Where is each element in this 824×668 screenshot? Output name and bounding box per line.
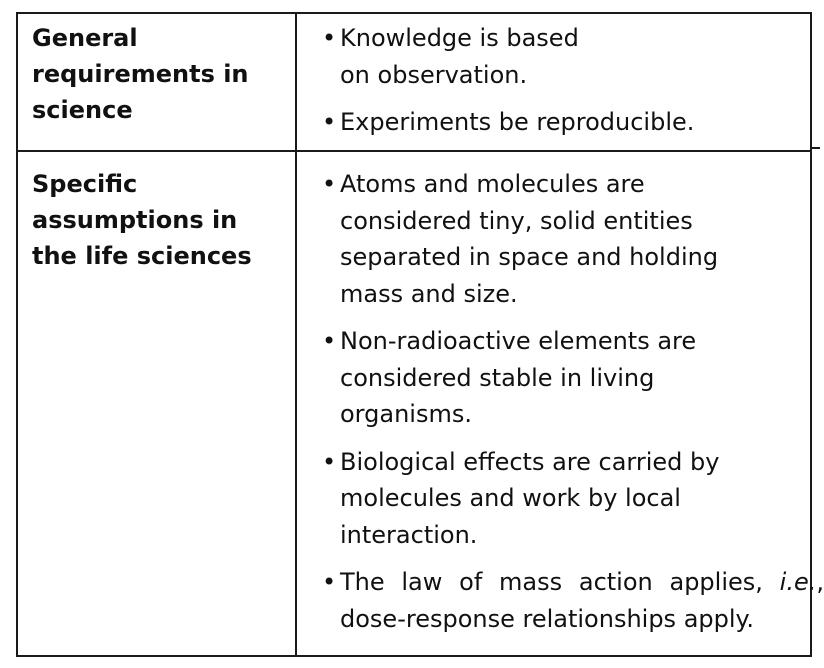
table-row-specific bbox=[18, 152, 824, 655]
bullet-list-general bbox=[322, 20, 806, 152]
bullet-icon: • bbox=[322, 108, 337, 136]
row-label-specific: Specific assumptions in the life sciences bbox=[32, 170, 252, 270]
bullet-text: Atoms and molecules are considered tiny, solid entities separated in space and holding mass and size. bbox=[340, 170, 719, 308]
bullet-text: Biological effects are carried by molecules and work by local interaction. bbox=[340, 447, 720, 549]
bullet-text: The law of mass action applies, i.e., dose-response relationships apply. bbox=[340, 568, 824, 633]
bullet-text: Knowledge is based on observation. bbox=[340, 24, 579, 89]
list-item bbox=[322, 104, 806, 141]
bullet-icon: • bbox=[322, 24, 337, 52]
list-item bbox=[322, 444, 760, 554]
list-item bbox=[322, 564, 824, 637]
bullet-icon: • bbox=[322, 568, 337, 596]
list-item bbox=[322, 323, 720, 433]
row-label-general: General requirements in science bbox=[32, 24, 249, 124]
bullet-icon: • bbox=[322, 327, 337, 355]
assumptions-table bbox=[16, 12, 824, 657]
list-item bbox=[322, 20, 610, 93]
list-item bbox=[322, 166, 740, 312]
bullet-text: Non-radioactive elements are considered stable in living organisms. bbox=[340, 327, 697, 428]
bullet-text: Experiments be reproducible. bbox=[340, 108, 695, 136]
row-divider-overhang bbox=[810, 147, 820, 149]
table-row-general bbox=[18, 14, 810, 152]
bullet-icon: • bbox=[322, 170, 337, 198]
bullet-icon: • bbox=[322, 447, 337, 476]
bullet-list-specific bbox=[322, 166, 824, 648]
italic-abbreviation: i.e. bbox=[779, 568, 817, 596]
